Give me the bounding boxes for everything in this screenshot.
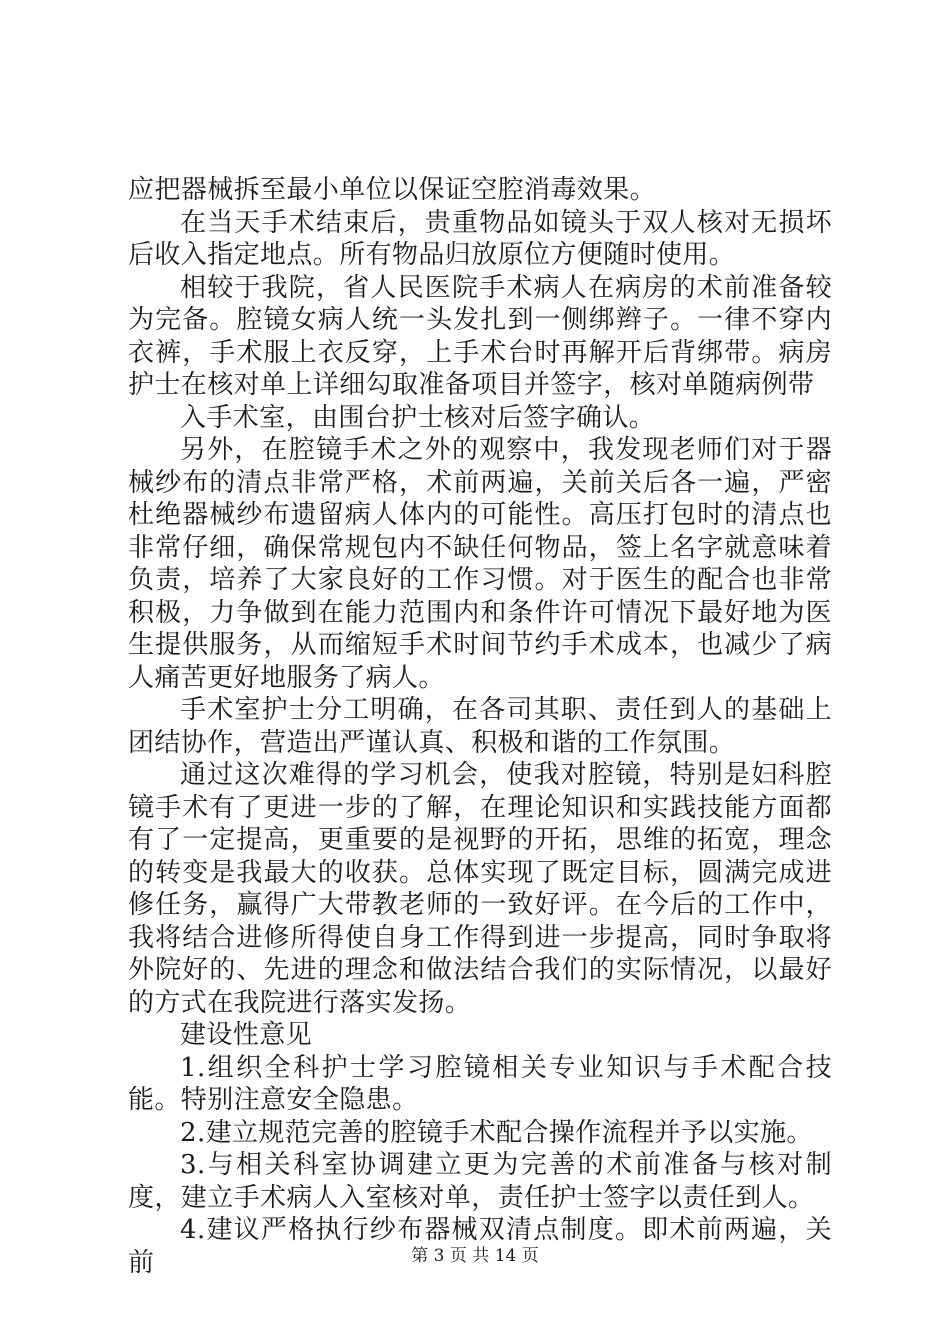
suggestion-item-3: 3.与相关科室协调建立更为完善的术前准备与核对制度，建立手术病人入室核对单，责任护士签字以责任到人。 (128, 1150, 832, 1213)
paragraph-instrument-count: 另外，在腔镜手术之外的观察中，我发现老师们对于器械纱布的清点非常严格，术前两遍，关前关后各一遍，严密杜绝器械纱布遗留病人体内的可能性。高压打包时的清点也非常仔细，确保常规包内不缺任何物品，签上名字就意味着负责，培养了大家良好的工作习惯。对于医生的配合也非常积极，力争做到在能力范围内和条件许可情况下最好地为医生提供服务，从而缩短手术时间节约手术成本，也减少了病人痛苦更好地服务了病人。 (128, 435, 832, 693)
suggestion-item-2: 2.建立规范完善的腔镜手术配合操作流程并予以实施。 (180, 1117, 813, 1148)
paragraph-preop-preparation: 相较于我院，省人民医院手术病人在病房的术前准备较为完备。腔镜女病人统一头发扎到一侧绑辫子。一律不穿内衣裤，手术服上衣反穿，上手术台时再解开后背绑带。病房护士在核对单上详细勾取准备项目并签字，核对单随病例带 (128, 272, 832, 400)
document-body (128, 174, 832, 1279)
paragraph-checklist-signature: 入手术室，由围台护士核对后签字确认。 (180, 402, 656, 433)
paragraph-summary: 通过这次难得的学习机会，使我对腔镜，特别是妇科腔镜手术有了更进一步的了解，在理论知识和实践技能方面都有了一定提高，更重要的是视野的开拓，思维的拓宽，理念的转变是我最大的收获。总体实现了既定目标，圆满完成进修任务，赢得广大带教老师的一致好评。在今后的工作中，我将结合进修所得使自身工作得到进一步提高，同时争取将外院好的、先进的理念和做法结合我们的实际情况，以最好的方式在我院进行落实发扬。 (128, 760, 832, 1018)
section-heading-suggestions: 建设性意见 (180, 1020, 313, 1050)
paragraph-continuation: 应把器械拆至最小单位以保证空腔消毒效果。 (128, 175, 657, 205)
suggestion-item-4: 4.建议严格执行纱布器械双清点制度。即术前两遍，关前 (128, 1215, 832, 1278)
paragraph-teamwork: 手术室护士分工明确，在各司其职、责任到人的基础上团结协作，营造出严谨认真、积极和谐的工作氛围。 (128, 695, 832, 758)
suggestion-item-1: 1.组织全科护士学习腔镜相关专业知识与手术配合技能。特别注意安全隐患。 (128, 1052, 832, 1115)
page-number-footer: 第 3 页 共 14 页 (411, 1246, 539, 1266)
paragraph-storage: 在当天手术结束后，贵重物品如镜头于双人核对无损坏后收入指定地点。所有物品归放原位方便随时使用。 (128, 207, 832, 270)
